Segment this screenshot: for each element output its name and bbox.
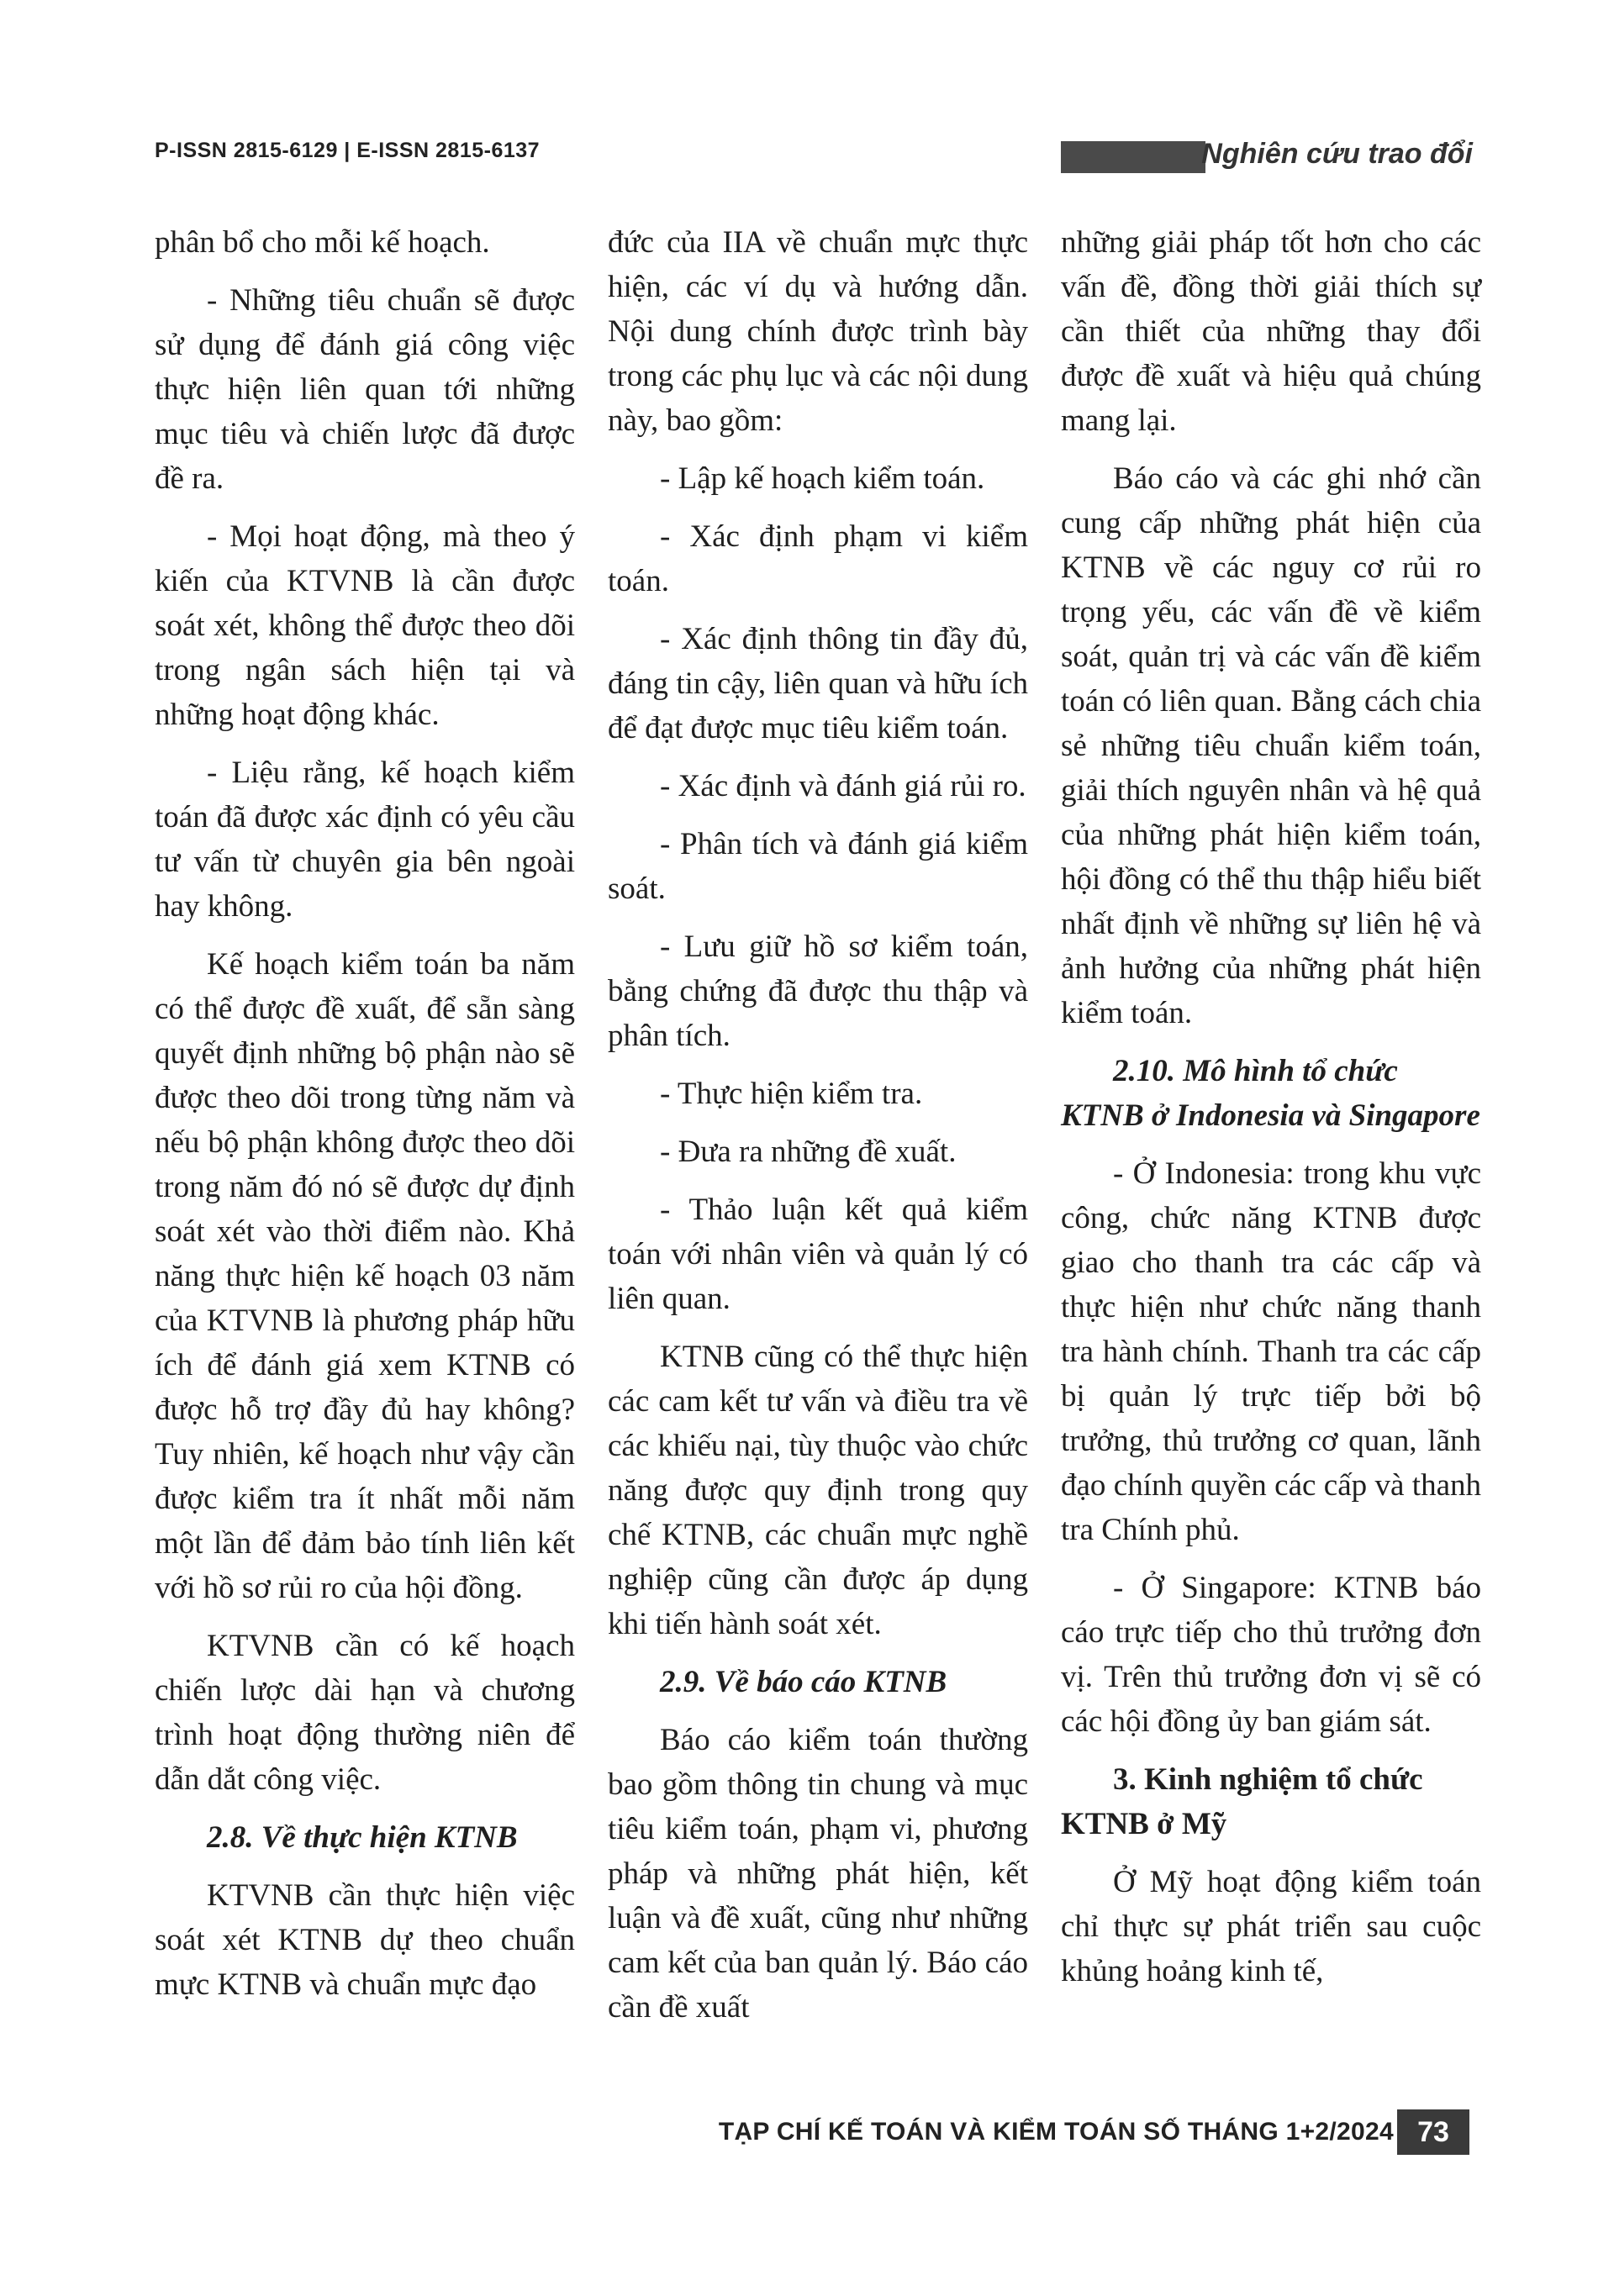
paragraph: - Những tiêu chuẩn sẽ được sử dụng để đánh giá công việc thực hiện liên quan tới những mục tiêu và chiến lược đã được đề ra.: [155, 283, 575, 496]
paragraph: Kế hoạch kiểm toán ba năm có thể được đề xuất, để sẵn sàng quyết định những bộ phận nào sẽ được theo dõi trong từng năm và nếu bộ phận không được theo dõi trong năm đó nó sẽ được dự định soát xét vào thời điểm nào. Khả năng thực hiện kế hoạch 03 năm của KTVNB là phương pháp hữu ích để đánh giá xem KTNB có được hỗ trợ đầy đủ hay không? Tuy nhiên, kế hoạch như vậy cần được kiểm tra ít nhất mỗi năm một lần để đảm bảo tính liên kết với hồ sơ rủi ro của hội đồng.: [155, 947, 575, 1605]
section-bar: [1061, 141, 1205, 173]
section-heading: 3. Kinh nghiệm tổ chức KTNB ở Mỹ: [1061, 1762, 1423, 1841]
paragraph: - Thảo luận kết quả kiểm toán với nhân viên và quản lý có liên quan.: [608, 1193, 1028, 1316]
paragraph: - Xác định và đánh giá rủi ro.: [660, 769, 1026, 803]
page-number: 73: [1397, 2109, 1469, 2155]
section-title: Nghiên cứu trao đổi: [1201, 138, 1473, 170]
paragraph: - Phân tích và đánh giá kiểm soát.: [608, 827, 1028, 906]
paragraph: - Lập kế hoạch kiểm toán.: [660, 461, 985, 496]
paragraph: phân bổ cho mỗi kế hoạch.: [155, 225, 490, 260]
section-heading: 2.8. Về thực hiện KTNB: [207, 1820, 518, 1855]
paragraph: KTVNB cần thực hiện việc soát xét KTNB dự theo chuẩn mực KTNB và chuẩn mực đạo: [155, 1878, 575, 2002]
column-1: [155, 220, 575, 2020]
paragraph: đức của IIA về chuẩn mực thực hiện, các ví dụ và hướng dẫn. Nội dung chính được trình bày trong các phụ lục và các nội dung này, bao gồm:: [608, 225, 1028, 438]
paragraph: - Đưa ra những đề xuất.: [660, 1135, 957, 1169]
column-2: [608, 220, 1028, 2043]
paragraph: - Ở Indonesia: trong khu vực công, chức năng KTNB được giao cho thanh tra các cấp và thực hiện như chức năng thanh tra hành chính. Thanh tra các cấp bị quản lý trực tiếp bởi bộ trưởng, thủ trưởng cơ quan, lãnh đạo chính quyền các cấp và thanh tra Chính phủ.: [1061, 1156, 1481, 1547]
paragraph: - Thực hiện kiểm tra.: [660, 1077, 923, 1111]
section-heading: 2.10. Mô hình tổ chức KTNB ở Indonesia và Singapore: [1061, 1054, 1480, 1133]
paragraph: Ở Mỹ hoạt động kiểm toán chỉ thực sự phát triển sau cuộc khủng hoảng kinh tế,: [1061, 1865, 1481, 1988]
issn-line: P-ISSN 2815-6129 | E-ISSN 2815-6137: [155, 139, 541, 162]
journal-footer: TẠP CHÍ KẾ TOÁN VÀ KIỂM TOÁN SỐ THÁNG 1+2/2024: [718, 2118, 1394, 2146]
section-heading: 2.9. Về báo cáo KTNB: [660, 1665, 947, 1699]
paragraph: - Ở Singapore: KTNB báo cáo trực tiếp cho thủ trưởng đơn vị. Trên thủ trưởng đơn vị sẽ có các hội đồng ủy ban giám sát.: [1061, 1571, 1481, 1739]
paragraph: - Lưu giữ hồ sơ kiểm toán, bằng chứng đã được thu thập và phân tích.: [608, 929, 1028, 1053]
paragraph: - Liệu rằng, kế hoạch kiểm toán đã được xác định có yêu cầu tư vấn từ chuyên gia bên ngoài hay không.: [155, 756, 575, 924]
paragraph: Báo cáo và các ghi nhớ cần cung cấp những phát hiện của KTNB về các nguy cơ rủi ro trọng yếu, các vấn đề về kiểm soát, quản trị và các vấn đề kiểm toán có liên quan. Bằng cách chia sẻ những tiêu chuẩn kiểm toán, giải thích nguyên nhân và hệ quả của những phát hiện kiểm toán, hội đồng có thể thu thập hiểu biết nhất định về những sự liên hệ và ảnh hưởng của những phát hiện kiểm toán.: [1061, 461, 1481, 1030]
paragraph: - Mọi hoạt động, mà theo ý kiến của KTVNB là cần được soát xét, không thể được theo dõi trong ngân sách hiện tại và những hoạt động khác.: [155, 519, 575, 732]
paragraph: những giải pháp tốt hơn cho các vấn đề, đồng thời giải thích sự cần thiết của những thay đổi được đề xuất và hiệu quả chúng mang lại.: [1061, 225, 1481, 438]
paragraph: - Xác định thông tin đầy đủ, đáng tin cậy, liên quan và hữu ích để đạt được mục tiêu kiểm toán.: [608, 622, 1028, 745]
paragraph: Báo cáo kiểm toán thường bao gồm thông tin chung và mục tiêu kiểm toán, phạm vi, phương pháp và những phát hiện, kết luận và đề xuất, cũng như những cam kết của ban quản lý. Báo cáo cần đề xuất: [608, 1723, 1028, 2025]
column-3: [1061, 220, 1481, 2007]
paragraph: KTVNB cần có kế hoạch chiến lược dài hạn và chương trình hoạt động thường niên để dẫn dắt công việc.: [155, 1629, 575, 1797]
paragraph: KTNB cũng có thể thực hiện các cam kết tư vấn và điều tra về các khiếu nại, tùy thuộc vào chức năng được quy định trong quy chế KTNB, các chuẩn mực nghề nghiệp cũng cần được áp dụng khi tiến hành soát xét.: [608, 1340, 1028, 1641]
paragraph: - Xác định phạm vi kiểm toán.: [608, 519, 1028, 598]
